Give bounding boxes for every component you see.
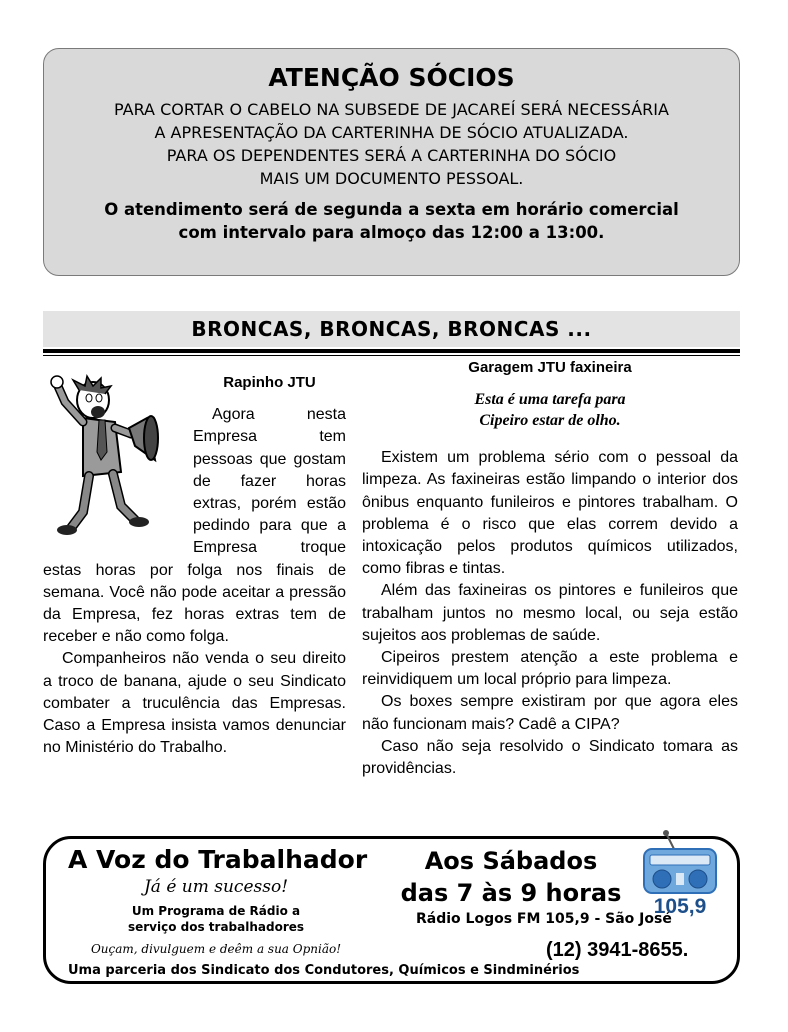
description-line: serviço dos trabalhadores: [127, 920, 305, 934]
program-tagline: Já é um sucesso!: [143, 877, 289, 897]
notice-line: PARA CORTAR O CABELO NA SUBSEDE DE JACAREÍ SERÁ NECESSÁRIA: [114, 100, 669, 119]
program-title: A Voz do Trabalhador: [68, 845, 368, 874]
paragraph: Agora nesta Empresa tem pessoas que gostam de fazer horas extras, porém estão pedindo para que a Empresa troque estas horas por folga nos finais de semana. Você não pode aceitar a pressão da Empresa, fez horas extras tem de receber e não como folga.: [43, 406, 346, 646]
paragraph: Cipeiros prestem atenção a este problema e reinvidiquem um local próprio para limpeza.: [362, 649, 738, 689]
notice-title: ATENÇÃO SÓCIOS: [268, 63, 515, 92]
notice-hours: [44, 198, 739, 244]
divider: [43, 355, 740, 356]
notice-lines: [44, 98, 739, 190]
subtitle-line: Cipeiro estar de olho.: [479, 412, 621, 430]
left-article-title: Rapinho JTU: [223, 374, 316, 391]
description-line: Um Programa de Rádio a: [131, 904, 301, 918]
notice-hours-line: O atendimento será de segunda a sexta em horário comercial: [104, 200, 679, 219]
notice-line: A APRESENTAÇÃO DA CARTERINHA DE SÓCIO ATUALIZADA.: [154, 123, 629, 142]
section-title: BRONCAS, BRONCAS, BRONCAS ...: [43, 311, 740, 347]
paragraph: Existem um problema sério com o pessoal da limpeza. As faxineiras estão limpando o interior dos ônibus enquanto funileiros e pintores trabalham. O problema é o risco que elas correm devido a intoxicação pelos produtos químicos utilizados, como fibras e tintas.: [362, 449, 738, 578]
subtitle-line: Esta é uma tarefa para: [474, 391, 626, 409]
right-article: [362, 357, 738, 780]
right-article-title: Garagem JTU faxineira: [468, 359, 632, 376]
station-name: Rádio Logos FM 105,9 - São José: [416, 911, 672, 927]
radio-program-box: [43, 836, 740, 984]
notice-line: MAIS UM DOCUMENTO PESSOAL.: [259, 169, 524, 188]
program-description: [46, 903, 386, 935]
paragraph: Os boxes sempre existiram por que agora eles não funcionam mais? Cadê a CIPA?: [362, 693, 738, 733]
phone-number: (12) 3941-8655.: [546, 939, 689, 961]
logo-text: 105,9: [653, 895, 707, 918]
program-call: Ouçam, divulguem e deêm a sua Opnião!: [90, 942, 342, 956]
paragraph: Caso não seja resolvido o Sindicato tomara as providências.: [362, 737, 738, 778]
radio-logo-icon: [636, 829, 724, 919]
schedule-line: Aos Sábados: [424, 847, 598, 875]
schedule: [391, 845, 631, 909]
paragraph: Além das faxineiras os pintores e funileiros que trabalham juntos no mesmo local, ou seja estão sujeitos aos problemas de saúde.: [362, 582, 738, 644]
divider: [43, 349, 740, 353]
right-article-subtitle: [362, 389, 738, 431]
notice-line: PARA OS DEPENDENTES SERÁ A CARTERINHA DO SÓCIO: [166, 146, 617, 165]
notice-box: [43, 48, 740, 276]
paragraph: Companheiros não venda o seu direito a troco de banana, ajude o seu Sindicato combater a truculência das Empresas. Caso a Empresa insista vamos denunciar no Ministério do Trabalho.: [43, 650, 346, 757]
shouting-man-megaphone-icon: [43, 372, 183, 542]
notice-hours-line: com intervalo para almoço das 12:00 a 13:00.: [178, 223, 605, 242]
schedule-line: das 7 às 9 horas: [400, 879, 622, 907]
left-article: [43, 372, 346, 759]
partnership-text: Uma parceria dos Sindicato dos Condutores, Químicos e Sindminérios: [68, 963, 580, 978]
